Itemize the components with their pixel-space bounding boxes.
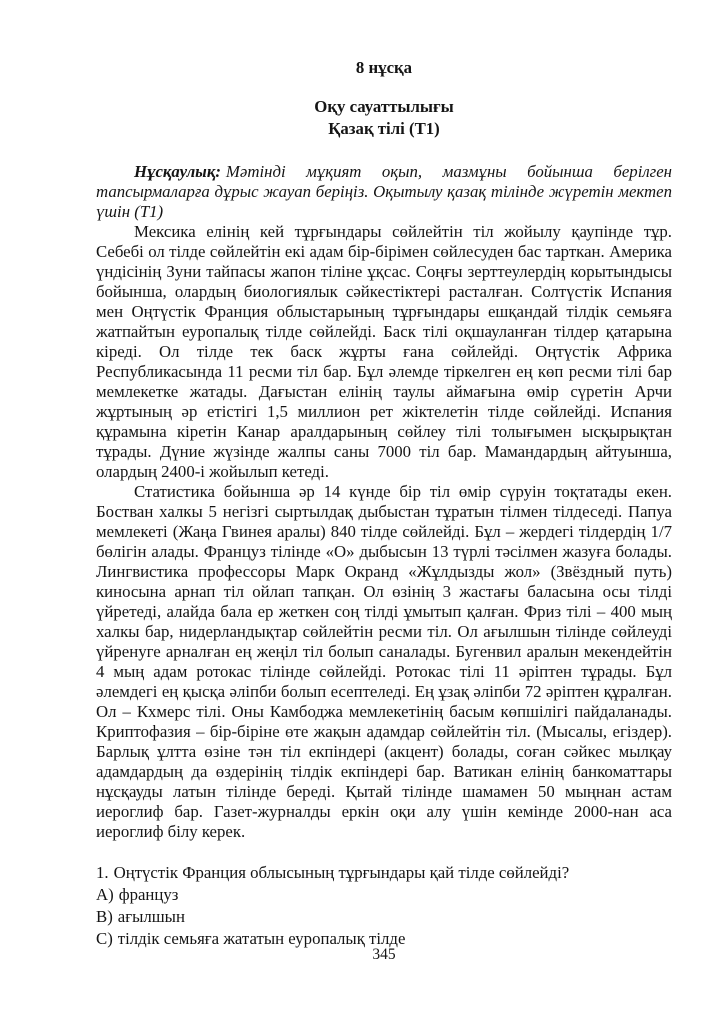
body-paragraph-2: Статистика бойынша әр 14 күнде бір тіл өмір сүруін тоқтатады екен. Бостван халкы 5 негізгі сыртылдақ дыбыстан тұратын тілмен тілдеседі. Папуа мемлекеті (Жаңа Гвинея аралы) 840 тілде сөйлейді. Бұл – жердегі тілдердің 1/7 бөлігін алады. Француз тілінде «О» дыбысын 13 түрлі тәсілмен жазуға болады. Лингвистика профессоры Марк Окранд «Жұлдызды жол» (Звёздный путь) киносына арнап тіл ойлап тапқан. Ол өзінің 3 жастағы баласына осы тілді үйретеді, алайда бала ер жеткен соң тілді ұмытып қалған. Фриз тілі – 400 мың халкы бар, нидерландықтар сөйлейтін ресми тіл. Ол ағылшын тілінде сөйлеуді үйренуге арналған ең жеңіл тіл болып саналады. Бугенвил аралын мекендейтін 4 мың адам ротокас тілінде сөйлейді. Ротокас тілі 11 әріптен тұрады. Бұл әлемдегі ең қысқа әліпби болып есептеледі. Ең ұзақ әліпби 72 әріптен құралған. Ол – Кхмерс тілі. Оны Камбоджа мемлекетінің басым көпшілігі пайдаланады. Криптофазия – бір-біріне өте жақын адамдар сөйлейтін тіл. (Мысалы, егіздер). Барлық ұлтта өзіне тән тіл екпіндері (акцент) болады, соған сәйкес мылқау адамдардың да өздерінің тілдік екпіндері бар. Ватикан елінің банкоматтары нұсқауды латын тілінде береді. Қытай тілінде шамамен 50 мыңнан астам иероглиф бар. Газет-журналды еркін оқи алу үшін кемінде 2000-нан аса иероглиф білу керек. <box>96 482 672 841</box>
instruction-paragraph <box>96 162 672 222</box>
option-a-text: француз <box>118 885 179 904</box>
course-title: Оқу сауаттылығы <box>314 97 454 116</box>
body-paragraph-1: Мексика елінің кей тұрғындары сөйлейтін тіл жойылу қаупінде тұр. Себебі ол тілде сөйлейтін екі адам бір-бірімен сөйлесуден бас тарткан. Америка үндісінің Зуни тайпасы жапон тіліне ұқсас. Соңғы зерттеулердің корытындысы бойынша, олардың биологиялык сәйкестіктері расталған. Солтүстік Испания мен Оңтүстік Франция облыстарының тұрғындары ешқандай тілдік семьяға жатпайтын еуропалық тілде сөйлейді. Баск тілі оқшауланған тілдер қатарына кіреді. Ол тілде тек баск жұрты ғана сөйлейді. Оңтүстік Африка Республикасында 11 ресми тіл бар. Бұл әлемде тіркелген ең көп ресми тілі бар мемлекетке жатады. Дағыстан елінің таулы аймағына өмір сүретін Арчи жұртының әр етістігі 1,5 миллион рет жіктелетін тілде сөйлейді. Испания құрамына кіретін Канар аралдарының сөйлеу тілі толығымен ысқырықтан тұрады. Дүние жүзінде жалпы саны 7000 тіл бар. Мамандардың айтуынша, олардың 2400-і жойылып кетеді. <box>96 222 672 481</box>
answer-option-a <box>96 884 672 906</box>
question-block <box>96 862 672 950</box>
answer-option-b <box>96 906 672 928</box>
instruction-label: Нұсқаулық: <box>134 162 221 181</box>
page-content <box>96 58 672 950</box>
instruction-text: Мәтінді мұқият оқып, мазмұны бойынша берілген тапсырмаларға дұрыс жауап беріңіз. Оқытылу қазақ тілінде жүретін мектеп үшін (Т1) <box>96 162 672 221</box>
question-line <box>96 862 672 884</box>
option-b-text: ағылшын <box>117 907 185 926</box>
option-c-text: тілдік семьяға жататын еуропалық тілде <box>117 929 406 948</box>
question-text: Оңтүстік Франция облысының тұрғындары қай тілде сөйлейді? <box>113 863 570 882</box>
variant-title: 8 нұсқа <box>355 58 413 77</box>
question-number: 1. <box>96 863 109 882</box>
page-number: 345 <box>372 946 396 963</box>
option-c-letter: С) <box>96 929 113 948</box>
subject-title: Қазақ тілі (Т1) <box>328 119 440 138</box>
option-a-letter: А) <box>96 885 114 904</box>
option-b-letter: В) <box>96 907 113 926</box>
